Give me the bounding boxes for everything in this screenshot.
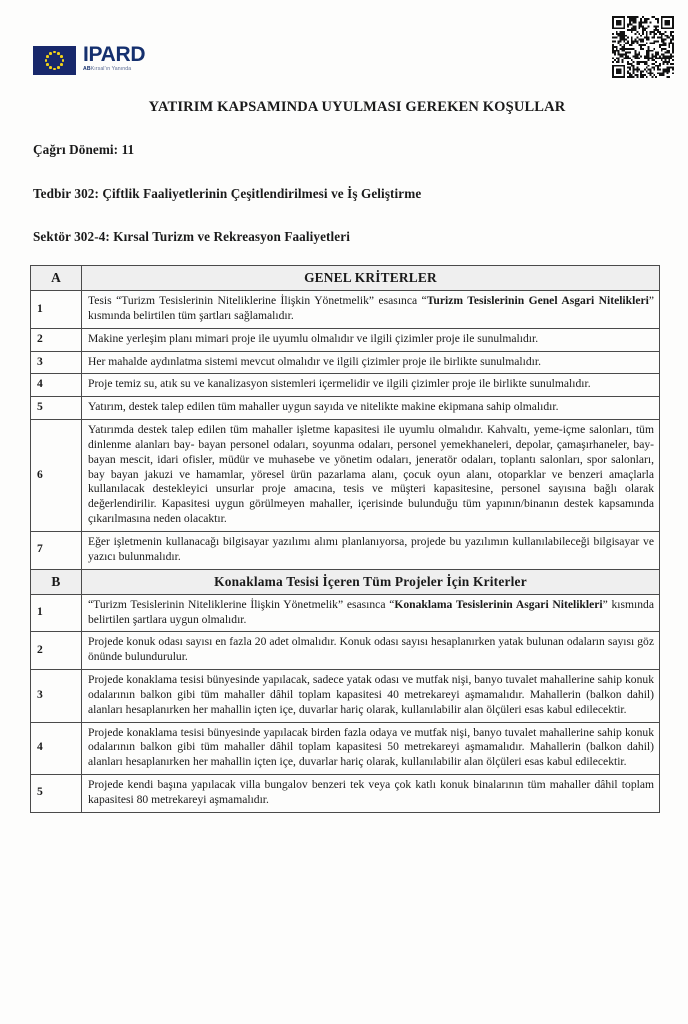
- criteria-text-plain: Projede konaklama tesisi bünyesinde yapılacak birden fazla odaya ve mutfak nişi, banyo tuvalet mahallerine sahip konuk odalarının balkon gibi tüm mahaller dâhil toplam kapasitesi 50 metrekareyi aşmamalıdır. Mahallerin (balkon dahil) alanları hesaplanırken her mahallin içten içe, duvarlar hariç olarak, kullanılabilir alan ölçüleri esas kabul edilecektir.: [88, 725, 654, 769]
- measure-line: Tedbir 302: Çiftlik Faaliyetlerinin Çeşitlendirilmesi ve İş Geliştirme: [33, 186, 422, 201]
- section-code: A: [31, 266, 82, 291]
- criteria-text: [82, 722, 660, 774]
- eu-star: [49, 66, 52, 69]
- criteria-row: [31, 374, 660, 397]
- logo-tagline-bold: AB: [83, 66, 91, 72]
- logo-text-block: [83, 44, 145, 72]
- criteria-number: 5: [31, 775, 82, 813]
- logo-wordmark: IPARD: [83, 43, 146, 66]
- call-period-line: Çağrı Dönemi: 11: [33, 142, 135, 157]
- criteria-text: [82, 670, 660, 722]
- criteria-text-plain: Proje temiz su, atık su ve kanalizasyon sistemleri içermelidir ve ilgili çizimler proje ile birlikte sunulmalıdır.: [88, 377, 591, 391]
- criteria-number: 6: [31, 420, 82, 532]
- criteria-text: [82, 632, 660, 670]
- criteria-row: [31, 531, 660, 569]
- criteria-text: [82, 374, 660, 397]
- eu-star: [57, 52, 60, 55]
- criteria-row: [31, 420, 660, 532]
- eu-star: [45, 59, 48, 62]
- criteria-number: 2: [31, 328, 82, 351]
- criteria-row: [31, 775, 660, 813]
- criteria-number: 5: [31, 397, 82, 420]
- page-title: YATIRIM KAPSAMINDA UYULMASI GEREKEN KOŞULLAR: [148, 99, 566, 115]
- criteria-number: 7: [31, 531, 82, 569]
- criteria-number: 3: [31, 670, 82, 722]
- criteria-text-plain: ” kısmında belirtilen tüm şartları sağlamalıdır.: [88, 294, 654, 322]
- criteria-text-plain: Projede kendi başına yapılacak villa bungalov benzeri tek veya çok katlı konuk binalarının tüm mahaller dâhil toplam kapasitesi 80 metrekareyi aşmamalıdır.: [88, 778, 654, 806]
- criteria-text: [82, 397, 660, 420]
- eu-star: [49, 52, 52, 55]
- criteria-text-plain: Yatırımda destek talep edilen tüm mahaller işletme kapasitesi ile uyumlu olmalıdır. Kahvaltı, yeme-içme salonları, tüm dinlenme alanları bay- bayan personel odaları, soyunma odaları, personel yemekhaneleri, depolar, çamaşırhaneler, bay-bayan mescit, idari ofisler, müdür ve muhasebe ve yönetim odaları, jeneratör odaları, toplantı salonları, spor salonları, bay bayan jakuzi ve hamamlar, yöresel ürün pazarlama alanı, çocuk oyun alanı, otoparklar ve benzeri amaçlarla kullanılacak destekleyici unsurlar proje amacına, tesis ve müşteri kapasitesine, personel sayısına bağlı olarak değerlendirilir. Kapasitesi uygun görülmeyen mahaller, içerisinde bulunduğu tüm yapının/binanın destek kapsamında çıkarılmasına neden olacaktır.: [88, 423, 654, 526]
- criteria-text: [82, 531, 660, 569]
- section-header-row: [31, 266, 660, 291]
- criteria-text-plain: Eğer işletmenin kullanacağı bilgisayar yazılımı alımı planlanıyorsa, projede bu yazılımın kullanılabileceği bilgisayar ve yazıcı bulunmalıdır.: [88, 534, 654, 563]
- criteria-row: [31, 397, 660, 420]
- criteria-text: [82, 291, 660, 329]
- qr-code-image: [612, 16, 674, 78]
- criteria-text-plain: Makine yerleşim planı mimari proje ile uyumlu olmalıdır ve ilgili çizimler proje ile sunulmalıdır.: [88, 331, 539, 345]
- criteria-row: [31, 594, 660, 632]
- criteria-text: [82, 594, 660, 632]
- criteria-row: [31, 722, 660, 774]
- criteria-number: 2: [31, 632, 82, 670]
- criteria-text-bold: Turizm Tesislerinin Genel Asgari Nitelikleri: [426, 294, 649, 308]
- criteria-text-plain: Projede konaklama tesisi bünyesinde yapılacak, sadece yatak odası ve mutfak nişi, banyo tuvalet mahallerine sahip konuk odalarının balkon gibi tüm mahaller dâhil toplam kapasitesi 40 metrekareyi aşmamalıdır. Mahallerin (balkon dahil) alanları hesaplanırken her mahallin içten içe, duvarlar hariç olarak, kullanılabilir alan ölçüleri esas kabul edilecektir.: [88, 673, 654, 716]
- eu-star: [60, 55, 63, 58]
- section-code: B: [31, 569, 82, 594]
- logo-tagline-rest: Kırsal'ın Yanında: [90, 66, 132, 72]
- criteria-number: 4: [31, 722, 82, 774]
- page-header: [0, 0, 688, 86]
- eu-star: [57, 66, 60, 69]
- eu-star: [62, 59, 65, 62]
- section-header-row: [31, 569, 660, 594]
- criteria-number: 1: [31, 291, 82, 329]
- criteria-text: [82, 775, 660, 813]
- sector-line: Sektör 302-4: Kırsal Turizm ve Rekreasyon Faaliyetleri: [33, 229, 350, 244]
- qr-code: [612, 16, 674, 78]
- criteria-row: [31, 351, 660, 374]
- criteria-text-plain: Her mahalde aydınlatma sistemi mevcut olmalıdır ve ilgili çizimler proje ile birlikte sunulmalıdır.: [88, 354, 542, 368]
- criteria-row: [31, 632, 660, 670]
- criteria-table: [30, 265, 660, 813]
- eu-star: [46, 63, 49, 66]
- eu-star: [53, 51, 56, 54]
- eu-star: [53, 68, 56, 71]
- criteria-row: [31, 328, 660, 351]
- criteria-row: [31, 291, 660, 329]
- eu-star: [60, 63, 63, 66]
- criteria-text-plain: Tesis “Turizm Tesislerinin Niteliklerine İlişkin Yönetmelik” esasınca “: [88, 294, 427, 308]
- criteria-number: 1: [31, 594, 82, 632]
- criteria-text: [82, 328, 660, 351]
- criteria-text: [82, 351, 660, 374]
- criteria-number: 3: [31, 351, 82, 374]
- criteria-text-plain: “Turizm Tesislerinin Niteliklerine İlişkin Yönetmelik” esasınca “: [88, 597, 395, 611]
- criteria-text-plain: Yatırım, destek talep edilen tüm mahaller uygun sayıda ve nitelikte makine ekipmana sahip olmalıdır.: [88, 400, 559, 414]
- criteria-row: [31, 670, 660, 722]
- logo-tagline: [83, 67, 145, 72]
- section-heading: GENEL KRİTERLER: [82, 266, 660, 291]
- criteria-text: [82, 420, 660, 532]
- eu-star: [46, 55, 49, 58]
- ipard-logo: [33, 44, 145, 75]
- criteria-number: 4: [31, 374, 82, 397]
- section-heading: Konaklama Tesisi İçeren Tüm Projeler İçin Kriterler: [82, 569, 660, 594]
- criteria-text-plain: Projede konuk odası sayısı en fazla 20 adet olmalıdır. Konuk odası sayısı hesaplanırken yatak bulunan odaların sayısı göz önünde bulundurulur.: [88, 635, 654, 664]
- criteria-text-plain: ” kısmında belirtilen şartlara uygun olmalıdır.: [88, 597, 654, 626]
- european-union-flag-icon: [33, 46, 76, 75]
- criteria-text-bold: Konaklama Tesislerinin Asgari Nitelikleri: [394, 597, 603, 611]
